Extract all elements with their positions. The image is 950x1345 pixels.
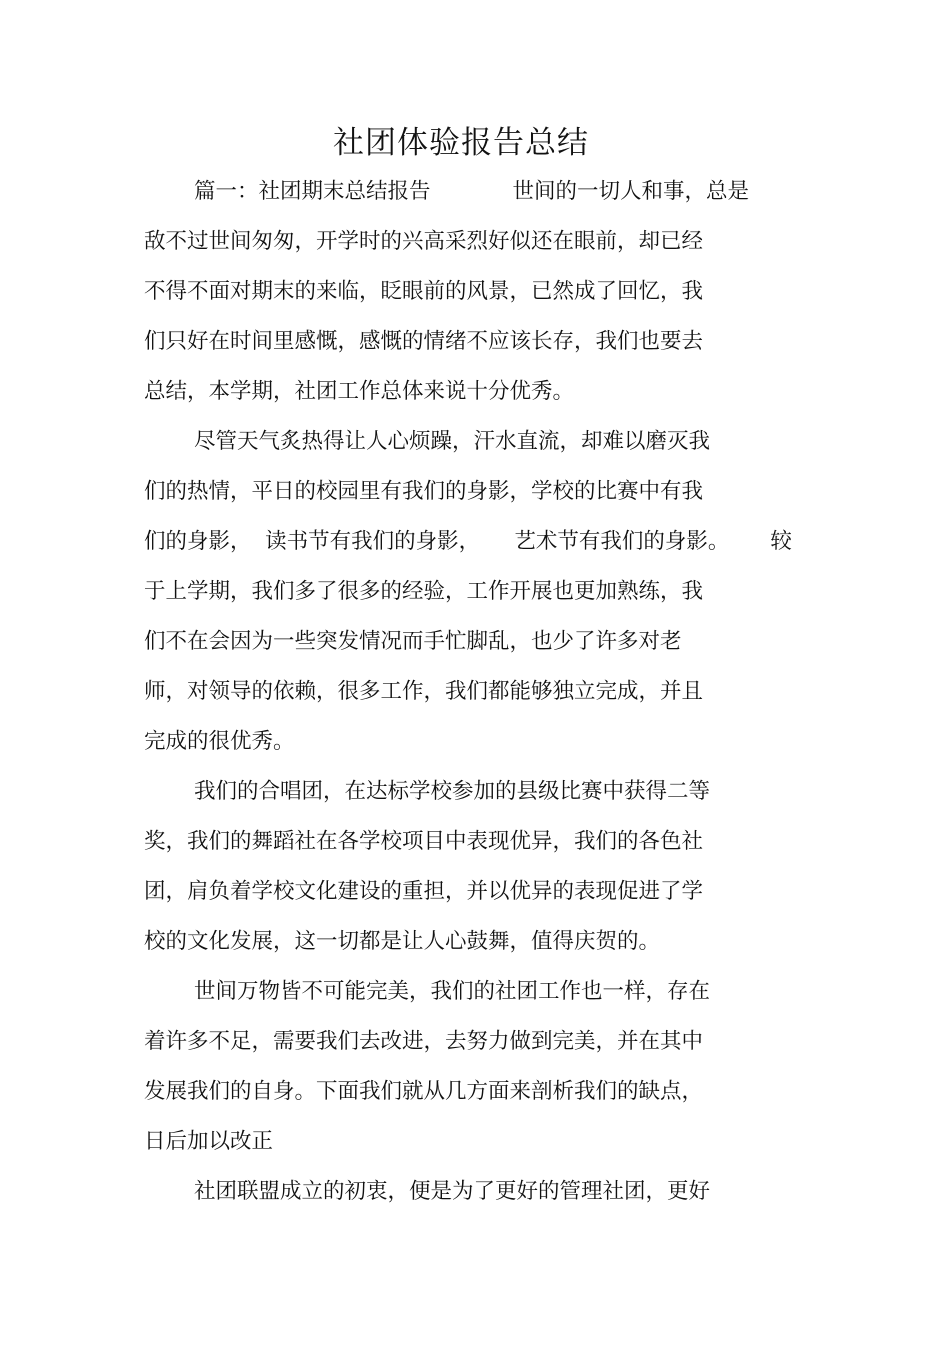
text-line: 不得不面对期末的来临，眨眼前的风景，已然成了回忆，我 <box>144 279 704 304</box>
text-line: 们的热情，平日的校园里有我们的身影，学校的比赛中有我 <box>144 479 704 504</box>
document-title: 社团体验报告总结 <box>333 125 589 161</box>
text-line: 师，对领导的依赖，很多工作，我们都能够独立完成，并且 <box>144 679 704 704</box>
text-line: 发展我们的自身。下面我们就从几方面来剖析我们的缺点， <box>144 1079 704 1104</box>
text-line: 于上学期，我们多了很多的经验，工作开展也更加熟练，我 <box>144 579 704 604</box>
text-line: 团，肩负着学校文化建设的重担，并以优异的表现促进了学 <box>144 879 704 904</box>
text-line: 我们的合唱团，在达标学校参加的县级比赛中获得二等 <box>194 779 711 804</box>
text-line: 日后加以改正 <box>144 1129 274 1154</box>
text-line: 社团联盟成立的初衷，便是为了更好的管理社团，更好 <box>194 1179 711 1204</box>
text-line: 完成的很优秀。 <box>144 729 295 754</box>
text-line: 总结，本学期，社团工作总体来说十分优秀。 <box>144 379 575 404</box>
text-line: 着许多不足，需要我们去改进，去努力做到完美，并在其中 <box>144 1029 704 1054</box>
text-line: 敌不过世间匆匆，开学时的兴高采烈好似还在眼前，却已经 <box>144 229 704 254</box>
text-line: 们只好在时间里感慨，感慨的情绪不应该长存，我们也要去 <box>144 329 704 354</box>
text-line: 校的文化发展，这一切都是让人心鼓舞，值得庆贺的。 <box>144 929 661 954</box>
text-line: 奖，我们的舞蹈社在各学校项目中表现优异，我们的各色社 <box>144 829 704 854</box>
text-line: 尽管天气炙热得让人心烦躁，汗水直流，却难以磨灭我 <box>194 429 711 454</box>
text-line: 篇一：社团期末总结报告 世间的一切人和事，总是 <box>194 179 750 204</box>
text-line: 世间万物皆不可能完美，我们的社团工作也一样，存在 <box>194 979 711 1004</box>
text-line: 们的身影， 读书节有我们的身影， 艺术节有我们的身影。 较 <box>144 529 792 554</box>
text-line: 们不在会因为一些突发情况而手忙脚乱，也少了许多对老 <box>144 629 682 654</box>
